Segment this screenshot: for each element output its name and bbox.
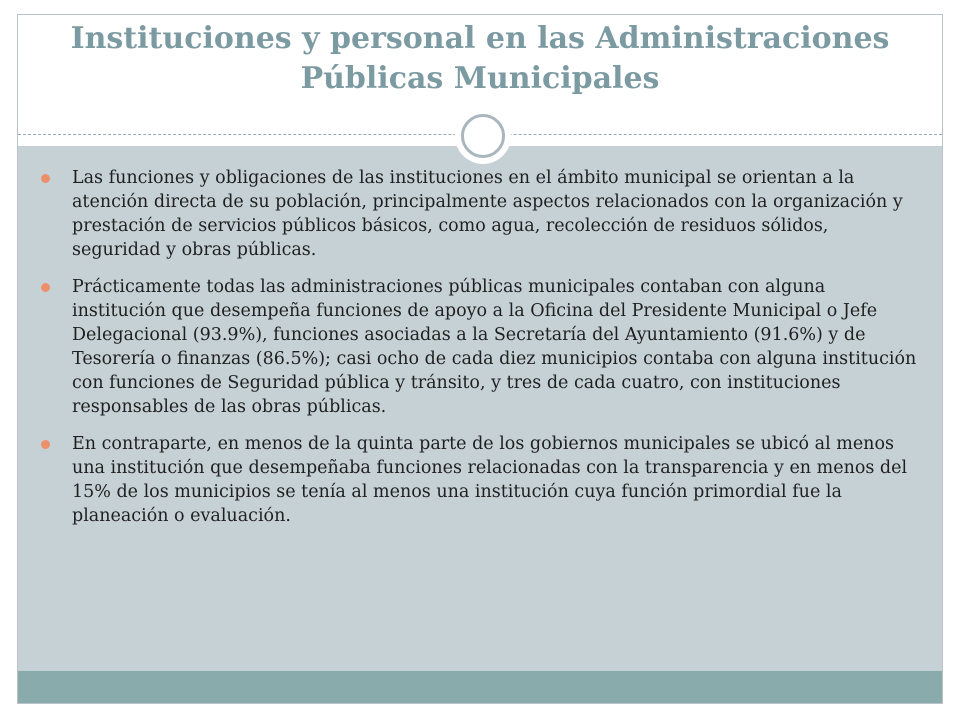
slide-title-line-2: Públicas Municipales <box>300 61 660 96</box>
slide-title-line-1: Instituciones y personal en las Administraciones <box>70 21 890 56</box>
bullet-item <box>38 275 918 419</box>
bullet-text: Las funciones y obligaciones de las instituciones en el ámbito municipal se orientan a la atención directa de su población, principalmente aspectos relacionados con la organización y prestación de servicios públicos básicos, como agua, recolección de residuos sólidos, seguridad y obras públicas. <box>72 168 903 260</box>
bullet-dot-icon <box>41 283 50 292</box>
bullet-list <box>38 166 918 541</box>
bullet-item <box>38 166 918 262</box>
bullet-dot-icon <box>41 440 50 449</box>
slide <box>17 14 943 704</box>
slide-title <box>18 19 942 99</box>
bullet-text: Prácticamente todas las administraciones públicas municipales contaban con alguna institución que desempeña funciones de apoyo a la Oficina del Presidente Municipal o Jefe Delegacional (93.9%), funciones asociadas a la Secretaría del Ayuntamiento (91.6%) y de Tesorería o finanzas (86.5%); casi ocho de cada diez municipios contaba con alguna institución con funciones de Seguridad pública y tránsito, y tres de cada cuatro, con instituciones responsables de las obras públicas. <box>72 277 917 417</box>
circle-icon <box>461 114 505 158</box>
bullet-text: En contraparte, en menos de la quinta parte de los gobiernos municipales se ubicó al menos una institución que desempeñaba funciones relacionadas con la transparencia y en menos del 15% de los municipios se tenía al menos una institución cuya función primordial fue la planeación o evaluación. <box>72 434 908 526</box>
bullet-item <box>38 432 918 528</box>
ring-ornament <box>455 108 511 164</box>
footer-bar <box>18 671 942 704</box>
bullet-dot-icon <box>41 174 50 183</box>
